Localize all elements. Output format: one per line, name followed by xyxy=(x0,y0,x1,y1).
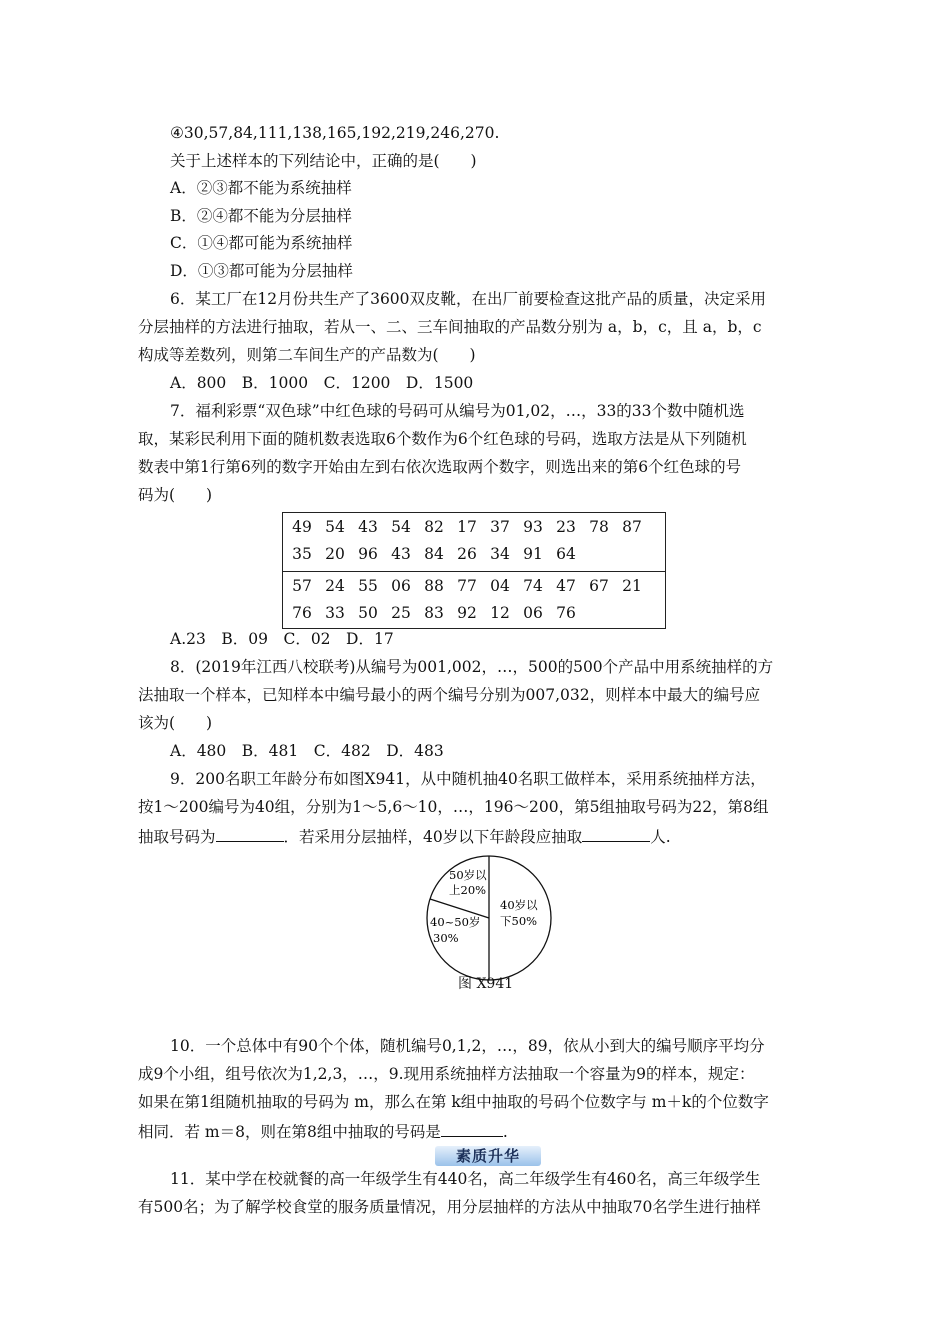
q7-line-1: 7．福利彩票“双色球”中红色球的号码可从编号为01,02，…，33的33个数中随机选 xyxy=(170,402,745,420)
random-table-cell: 12 xyxy=(490,604,510,622)
random-table-cell: 43 xyxy=(358,518,378,536)
random-table-cell: 37 xyxy=(490,518,510,536)
random-table-cell: 55 xyxy=(358,577,378,595)
pie-label-40to50-line1: 40~50岁 xyxy=(430,915,481,929)
q6-line-2: 分层抽样的方法进行抽取，若从一、二、三车间抽取的产品数分别为 a，b，c，且 a，b，c xyxy=(138,318,762,336)
random-table-cell: 47 xyxy=(556,577,576,595)
random-table-cell: 35 xyxy=(292,545,312,563)
random-table-cell: 49 xyxy=(292,518,312,536)
random-table-cell: 54 xyxy=(325,518,345,536)
age-pie-chart xyxy=(424,853,554,993)
q9-line-3 xyxy=(138,825,671,847)
pie-label-under40-line2: 下50% xyxy=(500,914,538,928)
q6-choices: A．800 B．1000 C．1200 D．1500 xyxy=(170,374,474,392)
pie-label-over50-line1: 50岁以 xyxy=(449,868,487,882)
random-table-cell: 74 xyxy=(523,577,543,595)
q10-line-3: 如果在第1组随机抽取的号码为 m，那么在第 k组中抽取的号码个位数字与 m＋k的个位数字 xyxy=(138,1093,769,1111)
q7-line-3: 数表中第1行第6列的数字开始由左到右依次选取两个数字，则选出来的第6个红色球的号 xyxy=(138,458,742,476)
q11-line-1: 11．某中学在校就餐的高一年级学生有440名，高二年级学生有460名，高三年级学生 xyxy=(170,1170,761,1188)
random-table-cell: 93 xyxy=(523,518,543,536)
random-table-cell: 64 xyxy=(556,545,576,563)
figure-caption: 图 X941 xyxy=(458,976,514,992)
random-table-cell: 34 xyxy=(490,545,510,563)
q10-line-2: 成9个小组，组号依次为1,2,3，…，9.现用系统抽样方法抽取一个容量为9的样本，规定： xyxy=(138,1065,755,1083)
random-table-cell: 23 xyxy=(556,518,576,536)
q5-choice-d: D．①③都可能为分层抽样 xyxy=(170,262,353,280)
pie-label-over50-line2: 上20% xyxy=(449,883,487,897)
random-table-cell: 91 xyxy=(523,545,543,563)
random-table-cell: 92 xyxy=(457,604,477,622)
q10-line-1: 10．一个总体中有90个个体，随机编号0,1,2，…，89，依从小到大的编号顺序平均分 xyxy=(170,1037,765,1055)
random-table-cell: 21 xyxy=(622,577,642,595)
q10-line-4-text-a: 相同．若 m＝8，则在第8组中抽取的号码是 xyxy=(138,1123,441,1141)
random-table-cell: 54 xyxy=(391,518,411,536)
random-table-cell: 06 xyxy=(391,577,411,595)
q8-choices: A．480 B．481 C．482 D．483 xyxy=(170,742,444,760)
q5-choice-b: B．②④都不能为分层抽样 xyxy=(170,207,352,225)
q9-blank-2[interactable] xyxy=(582,825,650,842)
q9-line-3-text-c: 人. xyxy=(650,828,671,846)
random-table-cell: 17 xyxy=(457,518,477,536)
q10-line-4 xyxy=(138,1120,508,1142)
q9-line-3-text-b: ．若采用分层抽样，40岁以下年龄段应抽取 xyxy=(283,828,583,846)
q6-line-3: 构成等差数列，则第二车间生产的产品数为( ) xyxy=(138,346,476,364)
pie-label-40to50-line2: 30% xyxy=(433,931,459,945)
random-table-cell: 20 xyxy=(325,545,345,563)
q8-line-2: 法抽取一个样本，已知样本中编号最小的两个编号分别为007,032，则样本中最大的编号应 xyxy=(138,686,761,704)
random-table-cell: 67 xyxy=(589,577,609,595)
q10-blank[interactable] xyxy=(441,1120,503,1137)
q7-line-4: 码为( ) xyxy=(138,486,213,504)
q11-line-2: 有500名；为了解学校食堂的服务质量情况，用分层抽样的方法从中抽取70名学生进行抽样 xyxy=(138,1198,761,1216)
random-table-cell: 78 xyxy=(589,518,609,536)
random-table-cell: 25 xyxy=(391,604,411,622)
random-table-cell: 76 xyxy=(292,604,312,622)
q7-line-2: 取，某彩民利用下面的随机数表选取6个数作为6个红色球的号码，选取方法是从下列随机 xyxy=(138,430,747,448)
random-table-cell: 83 xyxy=(424,604,444,622)
random-table-cell: 33 xyxy=(325,604,345,622)
q9-line-1: 9．200名职工年龄分布如图X941，从中随机抽40名职工做样本，采用系统抽样方法， xyxy=(170,770,766,788)
q9-line-2: 按1～200编号为40组，分别为1～5,6～10，…，196～200，第5组抽取号码为22，第8组 xyxy=(138,798,769,816)
random-table-cell: 06 xyxy=(523,604,543,622)
q7-choices: A.23 B．09 C．02 D．17 xyxy=(170,630,394,648)
q5-option-4-sequence: ④30,57,84,111,138,165,192,219,246,270. xyxy=(170,124,500,142)
random-number-table xyxy=(282,512,666,629)
section-badge: 素质升华 xyxy=(435,1146,541,1166)
q5-stem: 关于上述样本的下列结论中，正确的是( ) xyxy=(170,152,477,170)
random-table-cell: 76 xyxy=(556,604,576,622)
q6-line-1: 6．某工厂在12月份共生产了3600双皮靴，在出厂前要检查这批产品的质量，决定采用 xyxy=(170,290,767,308)
pie-label-under40-line1: 40岁以 xyxy=(500,898,538,912)
random-table-cell: 57 xyxy=(292,577,312,595)
random-table-cell: 26 xyxy=(457,545,477,563)
random-table-cell: 82 xyxy=(424,518,444,536)
random-table-cell: 24 xyxy=(325,577,345,595)
q5-choice-a: A．②③都不能为系统抽样 xyxy=(170,179,352,197)
q9-blank-1[interactable] xyxy=(216,825,284,842)
q8-line-1: 8．(2019年江西八校联考)从编号为001,002，…，500的500个产品中用系统抽样的方 xyxy=(170,658,774,676)
random-table-cell: 43 xyxy=(391,545,411,563)
random-table-cell: 87 xyxy=(622,518,642,536)
random-table-cell: 88 xyxy=(424,577,444,595)
q8-line-3: 该为( ) xyxy=(138,714,213,732)
random-table-cell: 84 xyxy=(424,545,444,563)
q5-choice-c: C．①④都可能为系统抽样 xyxy=(170,234,353,252)
random-table-cell: 50 xyxy=(358,604,378,622)
random-table-cell: 04 xyxy=(490,577,510,595)
random-table-cell: 96 xyxy=(358,545,378,563)
random-table-cell: 77 xyxy=(457,577,477,595)
q10-line-4-text-b: . xyxy=(502,1123,508,1141)
q9-line-3-text-a: 抽取号码为 xyxy=(138,828,216,846)
